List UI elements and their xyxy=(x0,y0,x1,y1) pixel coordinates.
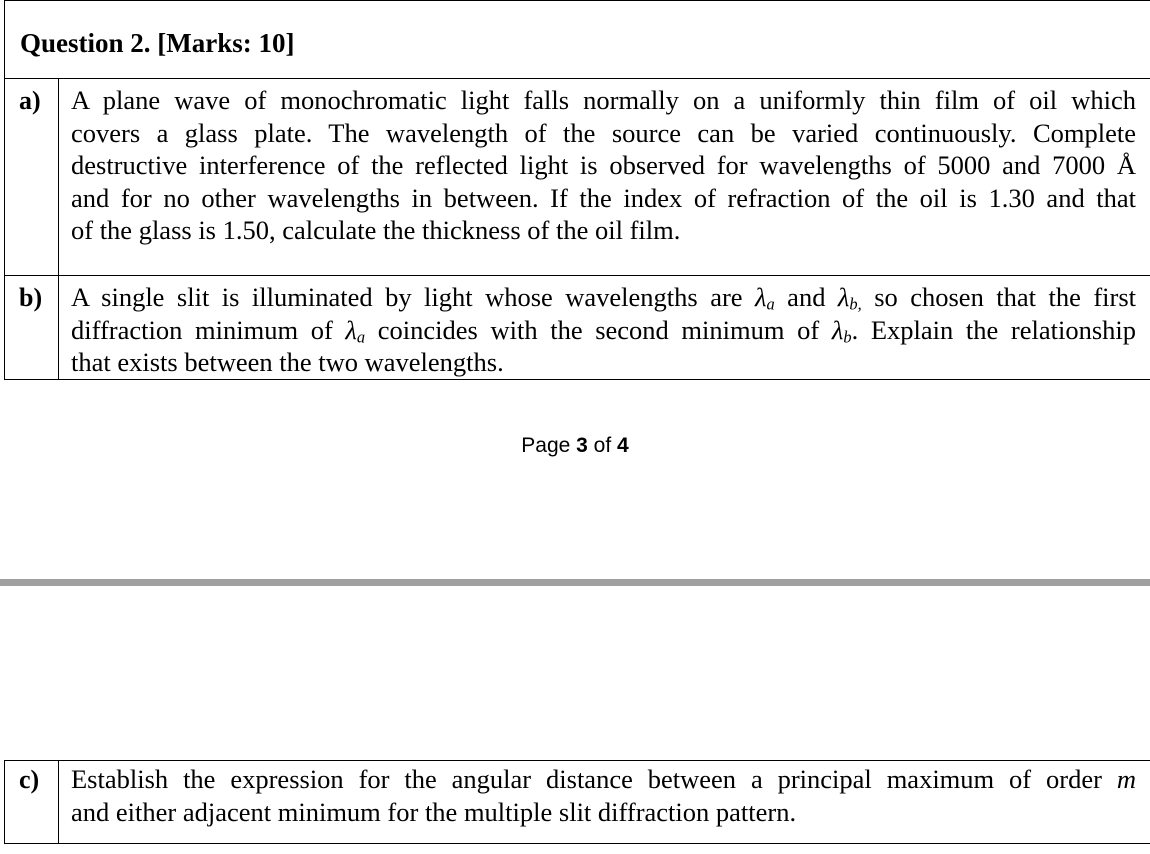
part-b-line-2 xyxy=(71,314,1136,347)
lambda-symbol: λ xyxy=(755,282,767,312)
part-b-text-segment: and xyxy=(774,282,838,312)
page-prefix: Page xyxy=(521,434,577,457)
part-b-text-cell xyxy=(59,276,1150,380)
part-c-text xyxy=(59,761,1150,828)
part-b-line-3: that exists between the two wavelengths. xyxy=(71,347,504,377)
part-c-line-1 xyxy=(71,763,1136,796)
part-a-line: destructive interference of the reflected light is observed for wavelengths of 5000 and 7000 Å xyxy=(71,150,1137,180)
part-a-text-cell xyxy=(59,79,1150,276)
part-c-label-cell xyxy=(5,761,59,844)
part-a-label: a) xyxy=(19,86,41,115)
part-a-line: of the glass is 1.50, calculate the thickness of the oil film. xyxy=(71,215,681,245)
question-title: Question 2. [Marks: 10] xyxy=(20,28,295,58)
part-b-label-cell xyxy=(5,276,59,380)
part-c-line-2: and either adjacent minimum for the multiple slit diffraction pattern. xyxy=(71,796,797,827)
order-m: m xyxy=(1116,764,1136,794)
part-b-text-segment: . Explain the relationship xyxy=(851,314,1137,345)
page-of: of xyxy=(587,434,618,457)
page-current: 3 xyxy=(576,434,588,457)
subscript-a: a xyxy=(766,294,775,314)
subscript-b: b, xyxy=(849,294,862,314)
part-b-label: b) xyxy=(19,283,43,312)
question-table xyxy=(4,0,1150,380)
part-a-label-cell xyxy=(5,79,59,276)
part-c-text-segment: Establish the expression for the angular distance between a principal maximum of order xyxy=(71,764,1117,794)
lambda-symbol: λ xyxy=(837,282,850,312)
part-c-label: c) xyxy=(19,765,40,794)
question-c-table xyxy=(4,760,1150,844)
part-c-text-cell xyxy=(59,761,1150,844)
page-separator xyxy=(0,579,1150,586)
part-b-line-1 xyxy=(71,281,1136,314)
part-b-text-segment: A single slit is illuminated by light whose wavelengths are xyxy=(71,282,756,312)
part-b-text-segment: coincides with the second minimum of xyxy=(365,314,832,345)
part-a-text xyxy=(59,79,1150,247)
lambda-symbol: λ xyxy=(831,314,844,345)
part-b-text-segment: so chosen that the first xyxy=(861,282,1137,312)
subscript-b: b xyxy=(843,326,852,346)
part-a-line: A plane wave of monochromatic light falls normally on a uniformly thin film of oil which xyxy=(71,85,1137,115)
page-total: 4 xyxy=(617,434,629,457)
part-a-line: covers a glass plate. The wavelength of the source can be varied continuously. Complete xyxy=(71,117,1137,148)
question-header-cell xyxy=(5,1,1150,79)
part-b-text-segment: diffraction minimum of xyxy=(71,314,346,345)
part-b-text xyxy=(59,276,1150,379)
part-a-line: and for no other wavelengths in between. If the index of refraction of the oil is 1.30 and that xyxy=(71,182,1137,213)
page-footer xyxy=(0,432,1150,460)
lambda-symbol: λ xyxy=(345,314,357,345)
subscript-a: a xyxy=(356,326,366,346)
